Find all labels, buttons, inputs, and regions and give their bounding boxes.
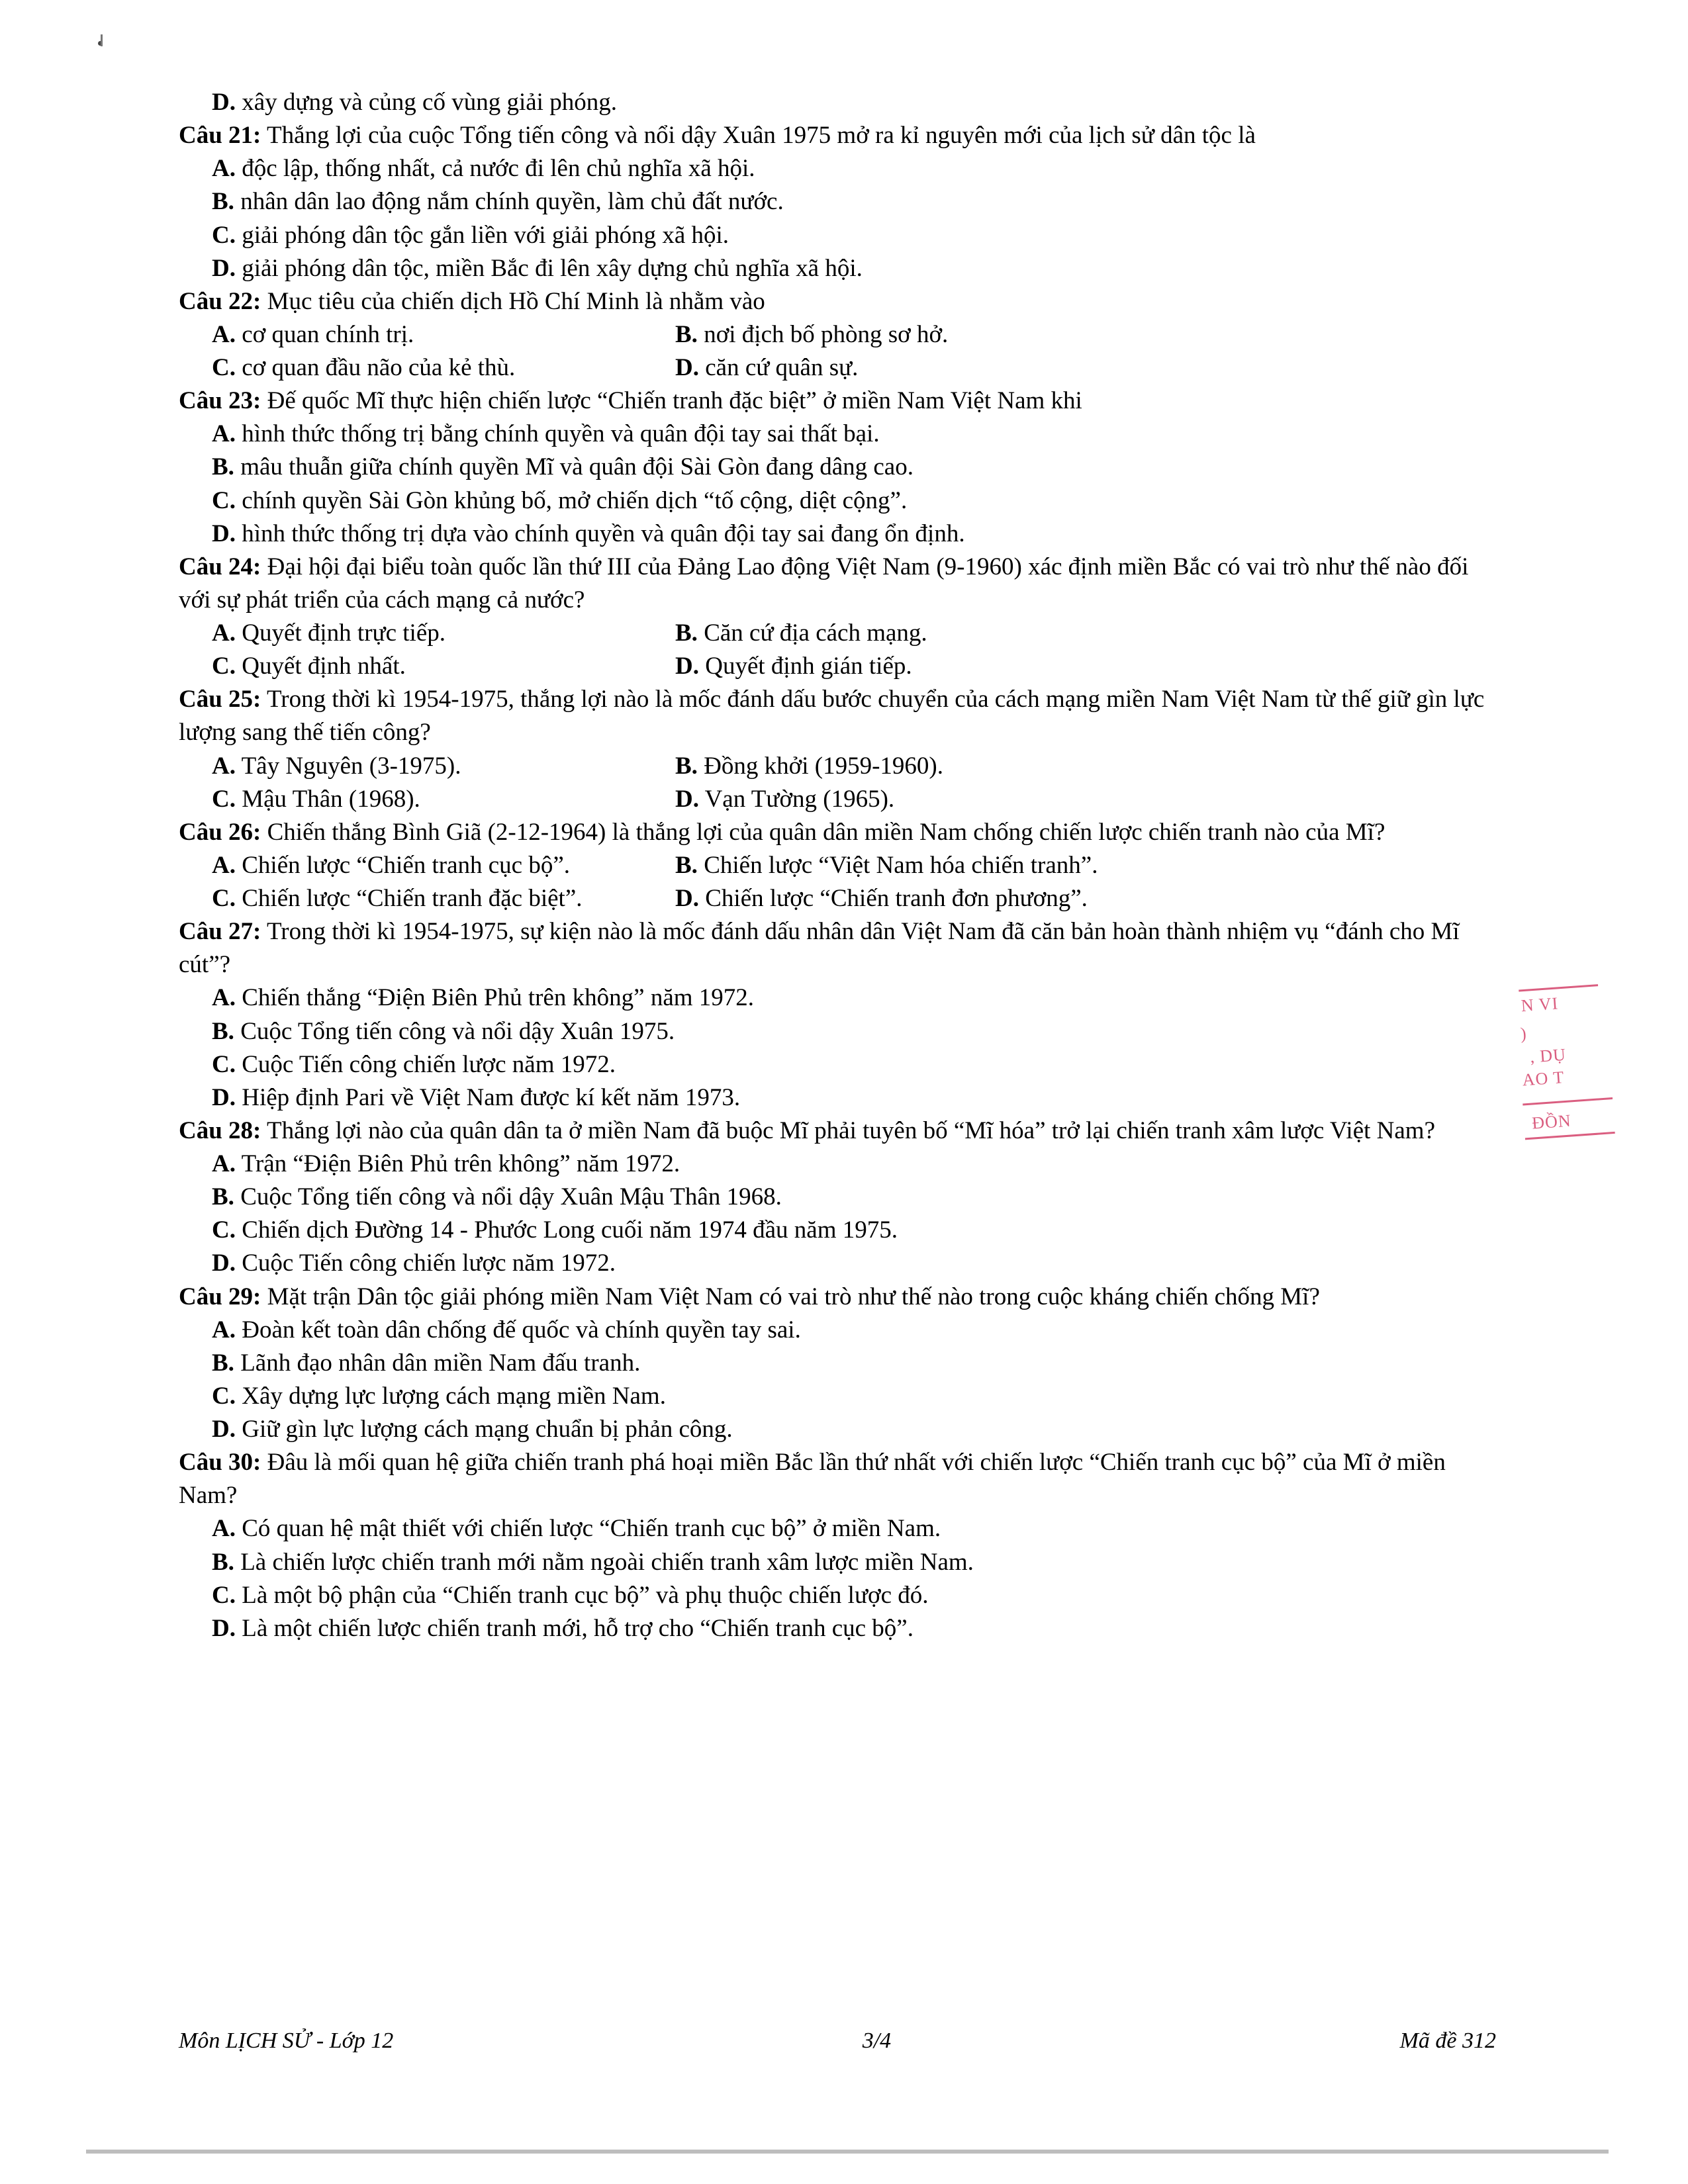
option-d: [179, 518, 1496, 551]
question-label: Câu 26:: [179, 818, 261, 846]
option-label: D.: [212, 520, 236, 547]
option-label: C.: [212, 785, 236, 813]
option-row: [179, 617, 1496, 650]
option-d: [675, 650, 1139, 683]
option-label: B.: [675, 320, 698, 348]
option-text: Có quan hệ mật thiết với chiến lược “Chiến tranh cục bộ” ở miền Nam.: [242, 1515, 941, 1543]
option-label: A.: [212, 1316, 236, 1343]
option-d: [179, 1247, 1496, 1280]
exam-content: [179, 86, 1496, 1645]
option-text: hình thức thống trị bằng chính quyền và quân đội tay sai thất bại.: [242, 420, 880, 448]
option-text: Cuộc Tiến công chiến lược năm 1972.: [242, 1050, 616, 1078]
option-row: [179, 849, 1496, 882]
option-c: [212, 650, 675, 683]
option-label: C.: [212, 1382, 236, 1410]
orphan-option: [179, 86, 1496, 119]
option-c: [179, 1380, 1496, 1413]
option-text: Chiến lược “Chiến tranh đơn phương”.: [705, 885, 1088, 912]
question-stem: [179, 816, 1496, 849]
option-b: [179, 1015, 1496, 1048]
option-text: căn cứ quân sự.: [705, 354, 859, 381]
question-label: Câu 27:: [179, 918, 261, 946]
option-label: A.: [212, 752, 236, 780]
question-block: [179, 1446, 1496, 1645]
question-stem: [179, 285, 1496, 318]
option-c: [179, 1214, 1496, 1247]
question-label: Câu 25:: [179, 686, 261, 713]
question-stem: [179, 551, 1496, 617]
option-label: C.: [212, 354, 236, 381]
question-text: Thắng lợi của cuộc Tổng tiến công và nổi dậy Xuân 1975 mở ra kỉ nguyên mới của lịch sử dân tộc là: [266, 122, 1256, 150]
option-text: Giữ gìn lực lượng cách mạng chuẩn bị phản công.: [242, 1416, 733, 1443]
stamp-bar-top: [1519, 984, 1598, 991]
question-label: Câu 24:: [179, 553, 261, 580]
option-label: D.: [675, 885, 699, 912]
option-label: A.: [212, 1515, 236, 1543]
question-text: Chiến thắng Bình Giã (2-12-1964) là thắng lợi của quân dân miền Nam chống chiến lược chiến tranh nào của Mĩ?: [267, 818, 1385, 846]
option-text: Là chiến lược chiến tranh mới nằm ngoài chiến tranh xâm lược miền Nam.: [240, 1548, 974, 1576]
stamp-line-3: , DỤ: [1529, 1044, 1567, 1067]
option-d: [675, 783, 1139, 816]
option-text: nơi địch bố phòng sơ hở.: [704, 320, 949, 348]
option-label: C.: [212, 885, 236, 912]
option-label: B.: [212, 1349, 234, 1377]
option-text: Đoàn kết toàn dân chống đế quốc và chính quyền tay sai.: [242, 1316, 801, 1343]
question-block: [179, 683, 1496, 816]
option-label: C.: [212, 1581, 236, 1609]
option-label: B.: [675, 851, 698, 879]
option-text: Quyết định gián tiếp.: [705, 653, 912, 680]
option-b: [675, 750, 1139, 783]
option-a: [179, 1148, 1496, 1181]
question-stem: [179, 1115, 1496, 1148]
scan-edge-artifact: [86, 2150, 1609, 2154]
footer-page-number: 3/4: [862, 2028, 892, 2053]
stamp-line-1: N VI: [1520, 993, 1560, 1016]
option-text: Cuộc Tổng tiến công và nổi dậy Xuân Mậu Thân 1968.: [240, 1183, 782, 1211]
footer-subject: Môn LỊCH SỬ - Lớp 12: [179, 2028, 394, 2053]
question-stem: [179, 1281, 1496, 1314]
option-d: [179, 1413, 1496, 1446]
option-text: giải phóng dân tộc gắn liền với giải phóng xã hội.: [242, 221, 729, 249]
option-row: [179, 351, 1496, 385]
option-a: [212, 318, 675, 351]
option-text: Xây dựng lực lượng cách mạng miền Nam.: [242, 1382, 666, 1410]
question-text: Đâu là mối quan hệ giữa chiến tranh phá hoại miền Bắc lần thứ nhất với chiến lược “Chiến tranh cục bộ” của Mĩ ở miền Nam?: [179, 1449, 1446, 1510]
option-text: Quyết định trực tiếp.: [242, 619, 445, 647]
question-block: [179, 551, 1496, 684]
option-row: [179, 650, 1496, 683]
footer-exam-code: Mã đề 312: [1399, 2028, 1496, 2053]
option-text: Lãnh đạo nhân dân miền Nam đấu tranh.: [240, 1349, 641, 1377]
option-text: Quyết định nhất.: [242, 653, 406, 680]
option-text: Chiến dịch Đường 14 - Phước Long cuối năm 1974 đầu năm 1975.: [242, 1216, 898, 1244]
option-label: C.: [212, 1216, 236, 1244]
option-text: Chiến lược “Việt Nam hóa chiến tranh”.: [704, 851, 1098, 879]
question-block: [179, 119, 1496, 285]
option-text: Cuộc Tổng tiến công và nổi dậy Xuân 1975.: [240, 1017, 675, 1045]
question-text: Đế quốc Mĩ thực hiện chiến lược “Chiến tranh đặc biệt” ở miền Nam Việt Nam khi: [267, 387, 1082, 415]
question-block: [179, 285, 1496, 385]
option-text: giải phóng dân tộc, miền Bắc đi lên xây dựng chủ nghĩa xã hội.: [242, 254, 863, 282]
option-text: mâu thuẫn giữa chính quyền Mĩ và quân đội Sài Gòn đang dâng cao.: [240, 453, 914, 481]
option-row: [179, 318, 1496, 351]
option-label: C.: [212, 653, 236, 680]
question-label: Câu 21:: [179, 122, 261, 150]
stamp-line-5: ĐỒN: [1531, 1111, 1572, 1133]
option-label: C.: [212, 221, 236, 249]
question-stem: [179, 915, 1496, 981]
option-label: B.: [675, 619, 698, 647]
option-label: B.: [212, 188, 234, 216]
option-a: [179, 152, 1496, 185]
option-row: [179, 882, 1496, 915]
option-text: Trận “Điện Biên Phủ trên không” năm 1972.: [241, 1150, 680, 1177]
option-text: Chiến lược “Chiến tranh cục bộ”.: [242, 851, 571, 879]
question-label: Câu 23:: [179, 387, 261, 415]
option-a: [179, 418, 1496, 451]
option-text: Cuộc Tiến công chiến lược năm 1972.: [242, 1250, 616, 1277]
option-b: [675, 849, 1139, 882]
option-d: [179, 1612, 1496, 1645]
option-c: [179, 484, 1496, 518]
question-label: Câu 30:: [179, 1449, 261, 1477]
option-label: A.: [212, 984, 236, 1012]
question-text: Trong thời kì 1954-1975, thắng lợi nào là mốc đánh dấu bước chuyển của cách mạng miền Nam Việt Nam từ thế giữ gìn lực lượng sang thế tiến công?: [179, 686, 1485, 747]
option-label: D.: [212, 1250, 236, 1277]
orphan-option-label: D.: [212, 89, 236, 116]
option-a: [179, 1512, 1496, 1545]
option-a: [212, 849, 675, 882]
option-c: [212, 351, 675, 385]
option-text: cơ quan đầu não của kẻ thù.: [242, 354, 516, 381]
question-text: Trong thời kì 1954-1975, sự kiện nào là mốc đánh dấu nhân dân Việt Nam đã căn bản hoàn thành nhiệm vụ “đánh cho Mĩ cút”?: [179, 918, 1460, 979]
stamp-line-2: ): [1519, 1023, 1528, 1044]
option-label: B.: [212, 1017, 234, 1045]
orphan-option-text: xây dựng và củng cố vùng giải phóng.: [242, 89, 617, 116]
option-text: Tây Nguyên (3-1975).: [241, 752, 461, 780]
option-b: [179, 1546, 1496, 1579]
question-stem: [179, 385, 1496, 418]
option-text: Mậu Thân (1968).: [242, 785, 420, 813]
question-label: Câu 29:: [179, 1283, 261, 1310]
option-label: B.: [212, 453, 234, 481]
option-label: A.: [212, 420, 236, 448]
question-stem: [179, 1446, 1496, 1512]
option-label: A.: [212, 320, 236, 348]
option-b: [179, 1347, 1496, 1380]
option-label: D.: [675, 785, 699, 813]
question-block: [179, 1281, 1496, 1447]
option-label: B.: [675, 752, 698, 780]
question-block: [179, 816, 1496, 915]
option-b: [179, 1181, 1496, 1214]
option-text: độc lập, thống nhất, cả nước đi lên chủ nghĩa xã hội.: [242, 155, 755, 183]
option-label: D.: [675, 354, 699, 381]
option-a: [212, 617, 675, 650]
official-stamp: [1514, 989, 1637, 1248]
page-footer: [179, 2028, 1496, 2054]
option-text: Vạn Tường (1965).: [704, 785, 895, 813]
option-c: [212, 783, 675, 816]
question-text: Đại hội đại biểu toàn quốc lần thứ III của Đảng Lao động Việt Nam (9-1960) xác định miền Bắc có vai trò như thế nào đối với sự phát triển của cách mạng cả nước?: [179, 553, 1469, 614]
option-label: B.: [212, 1548, 234, 1576]
option-label: D.: [212, 1614, 236, 1642]
option-label: C.: [212, 486, 236, 514]
option-text: Là một chiến lược chiến tranh mới, hỗ trợ cho “Chiến tranh cục bộ”.: [242, 1614, 914, 1642]
option-text: Đồng khởi (1959-1960).: [704, 752, 943, 780]
option-b: [675, 318, 1139, 351]
question-label: Câu 28:: [179, 1116, 261, 1144]
question-stem: [179, 119, 1496, 152]
option-text: Là một bộ phận của “Chiến tranh cục bộ” và phụ thuộc chiến lược đó.: [242, 1581, 929, 1609]
option-c: [212, 882, 675, 915]
option-label: A.: [212, 155, 236, 183]
option-b: [179, 185, 1496, 218]
option-d: [179, 1081, 1496, 1115]
question-block: [179, 385, 1496, 551]
option-text: hình thức thống trị dựa vào chính quyền và quân đội tay sai đang ổn định.: [242, 520, 965, 547]
option-b: [675, 617, 1139, 650]
question-label: Câu 22:: [179, 287, 261, 315]
option-label: D.: [212, 1083, 236, 1111]
stamp-bar-middle: [1523, 1097, 1613, 1105]
question-block: [179, 1115, 1496, 1281]
option-c: [179, 1579, 1496, 1612]
option-label: C.: [212, 1050, 236, 1078]
option-label: D.: [212, 254, 236, 282]
stamp-line-4: AO T: [1521, 1068, 1566, 1090]
question-block: [179, 915, 1496, 1115]
option-row: [179, 750, 1496, 783]
option-label: D.: [212, 1416, 236, 1443]
question-text: Mục tiêu của chiến dịch Hồ Chí Minh là nhằm vào: [267, 287, 765, 315]
option-text: cơ quan chính trị.: [242, 320, 414, 348]
option-label: D.: [675, 653, 699, 680]
scan-artifact-line: [101, 34, 103, 46]
question-text: Thắng lợi nào của quân dân ta ở miền Nam đã buộc Mĩ phải tuyên bố “Mĩ hóa” trở lại chiến tranh xâm lược Việt Nam?: [266, 1116, 1436, 1144]
option-c: [179, 219, 1496, 252]
option-text: chính quyền Sài Gòn khủng bố, mở chiến dịch “tố cộng, diệt cộng”.: [242, 486, 908, 514]
option-d: [675, 882, 1139, 915]
option-d: [675, 351, 1139, 385]
option-label: A.: [212, 1150, 236, 1177]
option-label: A.: [212, 619, 236, 647]
option-text: nhân dân lao động nắm chính quyền, làm chủ đất nước.: [240, 188, 784, 216]
question-text: Mặt trận Dân tộc giải phóng miền Nam Việt Nam có vai trò như thế nào trong cuộc kháng chiến chống Mĩ?: [267, 1283, 1320, 1310]
option-a: [179, 981, 1496, 1015]
option-row: [179, 783, 1496, 816]
option-b: [179, 451, 1496, 484]
option-text: Chiến lược “Chiến tranh đặc biệt”.: [242, 885, 583, 912]
question-stem: [179, 683, 1496, 749]
option-c: [179, 1048, 1496, 1081]
option-d: [179, 252, 1496, 285]
option-text: Chiến thắng “Điện Biên Phủ trên không” năm 1972.: [242, 984, 755, 1012]
option-label: A.: [212, 851, 236, 879]
option-text: Hiệp định Pari về Việt Nam được kí kết năm 1973.: [242, 1083, 741, 1111]
option-a: [179, 1314, 1496, 1347]
option-a: [212, 750, 675, 783]
option-text: Căn cứ địa cách mạng.: [704, 619, 927, 647]
option-label: B.: [212, 1183, 234, 1211]
